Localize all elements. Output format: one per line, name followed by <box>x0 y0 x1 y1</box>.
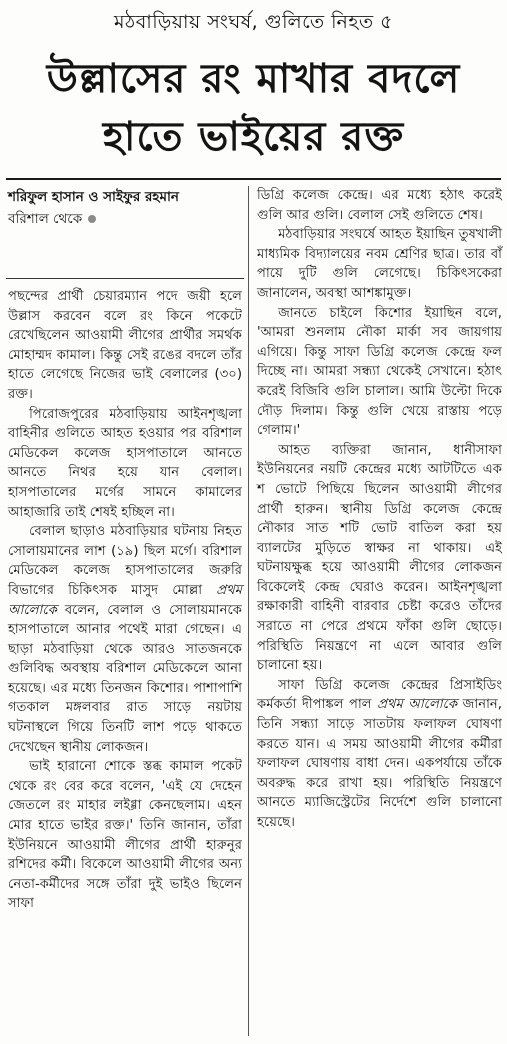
dateline-dot-icon <box>88 215 96 223</box>
byline <box>8 186 242 230</box>
headline-line-2: হাতে ভাইয়ের রক্ত <box>102 114 405 160</box>
dateline-text: বরিশাল থেকে <box>8 211 83 227</box>
newspaper-name: প্রথম আলোকে <box>8 582 242 618</box>
column-divider <box>248 186 249 1036</box>
newspaper-name: প্রথম আলোকে <box>377 697 458 713</box>
paragraph: আহত ব্যক্তিরা জানান, ধানীসাফা ইউনিয়নের নয়টি কেন্দ্রের মধ্যে আটটিতে এক শ ভোটে পিছিয়ে ছিলেন আওয়ামী লীগের প্রার্থী হারুন। স্থানীয় ডিগ্রি কলেজ কেন্দ্রে নৌকার সাত শটি ভোট বাতিল করা হয় ব্যালটের মুড়িতে স্বাক্ষর না থাকায়। এই ঘটনায়ক্ষুব্ধ হয়ে আওয়ামী লীগের লোকজন বিকেলেই কেন্দ্র ঘেরাও করেন। আইনশৃঙ্খলা রক্ষাকারী বাহিনী বারবার চেষ্টা করেও তাঁদের সরাতে না পেরে প্রথমে ফাঁকা গুলি ছোড়ে। পরিস্থিতি নিয়ন্ত্রণে না এলে আবার গুলি চালানো হয়। <box>257 442 502 674</box>
paragraph: মঠবাড়িয়ার সংঘর্ষে আহত ইয়াছিন তুষখালী মাধ্যমিক বিদ্যালয়ের নবম শ্রেণির ছাত্র। তার বাঁ পায়ে দুটি গুলি লেগেছে। চিকিৎসকেরা জানালেন, অবস্থা আশঙ্কামুক্ত। <box>257 227 502 301</box>
paragraph <box>8 522 242 757</box>
paragraph: জানতে চাইলে কিশোর ইয়াছিন বলে, 'আমরা শুনলাম নৌকা মার্কা সব জায়গায় এগিয়ে। কিন্তু সাফা ডিগ্রি কলেজ কেন্দ্রে ফল দিচ্ছে না। আমরা সন্ধ্যা থেকেই সেখানে। হঠাৎ করেই বিজিবি গুলি চালাল। আমি উল্টো দিকে দৌড় দিলাম। কিন্তু গুলি খেয়ে রাস্তায় পড়ে গেলাম।' <box>257 305 502 439</box>
byline-rule <box>6 278 244 279</box>
paragraph: পছন্দের প্রার্থী চেয়ারম্যান পদে জয়ী হলে উল্লাস করবেন বলে রং কিনে পকেটে রেখেছিলেন আওয়ামী লীগের প্রার্থীর সমর্থক মোহাম্মদ কামাল। কিন্তু সেই রঙের বদলে তাঁর হাতে লেগেছে নিজের ভাই বেলালের (৩০) রক্ত। <box>8 289 242 402</box>
paragraph <box>257 676 502 833</box>
byline-authors: শরিফুল হাসান ও সাইফুর রহমান <box>8 189 179 205</box>
article-column-right <box>257 186 502 833</box>
kicker: মঠবাড়িয়ায় সংঘর্ষ, গুলিতে নিহত ৫ <box>114 11 393 33</box>
byline-dateline <box>8 208 242 230</box>
paragraph: পিরোজপুরের মঠবাড়িয়ায় আইনশৃঙ্খলা বাহিনীর গুলিতে আহত হওয়ার পর বরিশাল মেডিকেল কলেজ হাসপাতালে আনতে আনতে নিথর হয়ে যান বেলাল। হাসপাতালের মর্গের সামনে কামালের আহাজারি তাই শেষই হচ্ছিল না। <box>8 406 242 520</box>
article-column-left <box>8 287 242 914</box>
headline-rule <box>6 178 501 180</box>
headline <box>0 50 507 166</box>
text-run: জানান, তিনি সন্ধ্যা সাড়ে সাতটায় ফলাফল ঘোষণা করতে যান। এ সময় আওয়ামী লীগের কর্মীরা ফলাফল ঘোষণায় বাধা দেন। একপর্যায়ে তাঁকে অবরুদ্ধ করে রাখা হয়। পরিস্থিতি নিয়ন্ত্রণে আনতে ম্যাজিস্ট্রেটের নির্দেশে গুলি চালানো হয়েছে। <box>257 697 502 830</box>
paragraph: ভাই হারানো শোকে স্তব্ধ কামাল পকেট থেকে রং বের করে বলেন, 'এই যে দেহেন জেতলে রং মাহার লইগ্গা কেনছেলাম। এহন মোর হাতে ভাইর রক্ত।' তিনি জানান, তাঁরা ইউনিয়নে আওয়ামী লীগের প্রার্থী হারুনুর রশিদের কর্মী। বিকেলে আওয়ামী লীগের অন্য নেতা-কর্মীদের সঙ্গে তাঁরা দুই ভাইও ছিলেন সাফা <box>8 759 242 912</box>
text-run: বলেন, বেলাল ও সোলায়মানকে হাসপাতালে আনার পথেই মারা গেছেন। এ ছাড়া মঠবাড়িয়া থেকে আরও সাতজনকে গুলিবিদ্ধ অবস্থায় বরিশাল মেডিকেলে আনা হয়েছে। এর মধ্যে তিনজন কিশোর। পাশাপাশি গতকাল মঙ্গলবার রাত সাড়ে নয়টায় ঘটনাস্থলে গিয়ে তিনটি লাশ পড়ে থাকতে দেখেছেন স্থানীয় লোকজন। <box>8 602 242 755</box>
paragraph: ডিগ্রি কলেজ কেন্দ্রে। এর মধ্যে হঠাৎ করেই গুলি আর গুলি। বেলাল সেই গুলিতে শেষ। <box>257 188 502 223</box>
text-run: সাফা ডিগ্রি কলেজ কেন্দ্রের প্রিসাইডিং কর্মকর্তা দীপাঙ্কল পাল <box>257 677 502 713</box>
headline-line-1: উল্লাসের রং মাখার বদলে <box>46 56 461 102</box>
text-run: বেলাল ছাড়াও মঠবাড়িয়ার ঘটনায় নিহত সোলায়মানের লাশ (১৯) ছিল মর্গে। বরিশাল মেডিকেল কলেজ হাসপাতালের জরুরি বিভাগের চিকিৎসক মাসুদ মোল্লা <box>8 524 242 598</box>
